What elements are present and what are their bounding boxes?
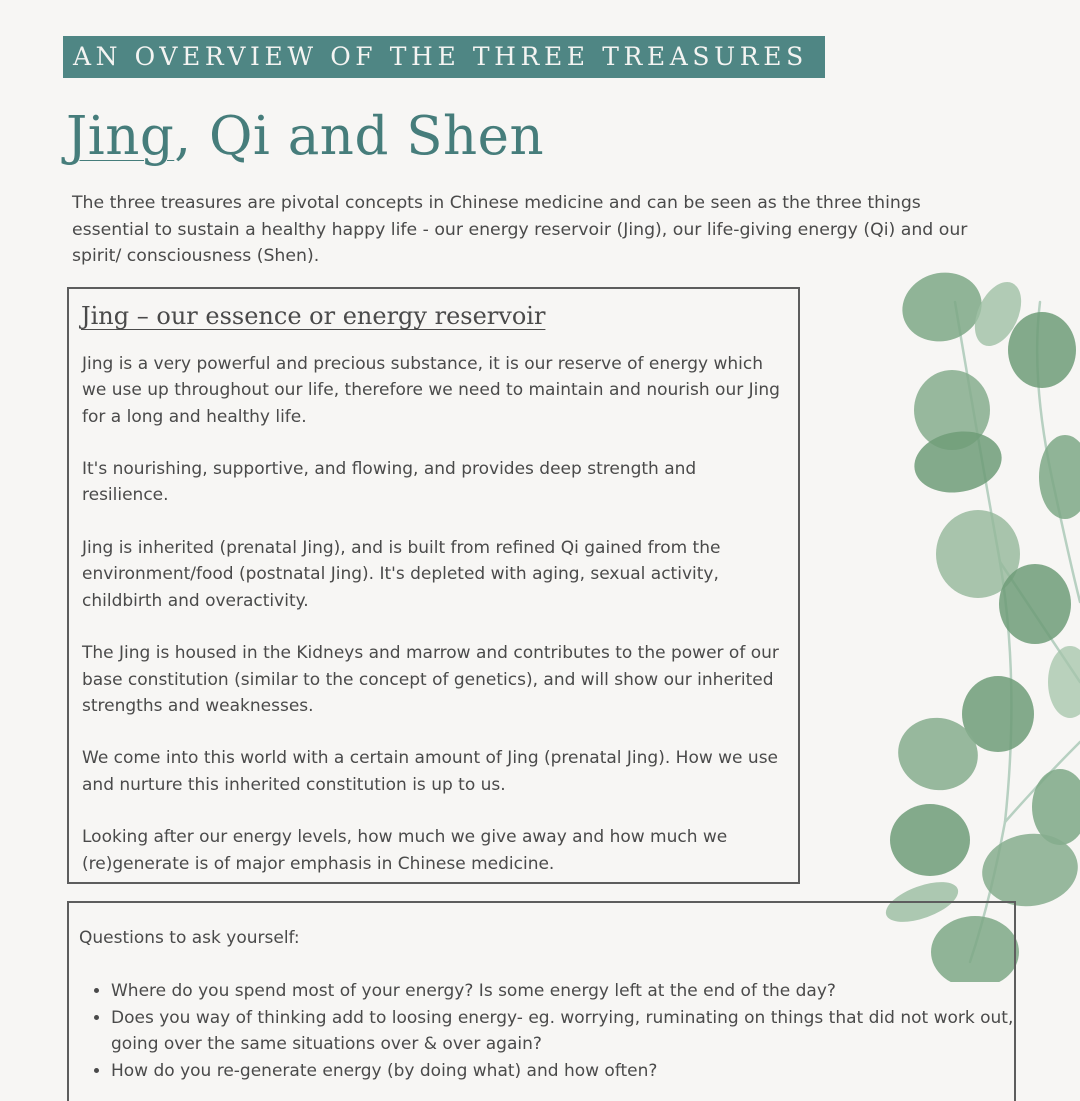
eucalyptus-leaves-decoration <box>880 262 1080 982</box>
question-item: • Where do you spend most of your energy? Is some energy left at the end of the day? <box>111 978 1036 1005</box>
jing-paragraph: We come into this world with a certain amount of Jing (prenatal Jing). How we use and nurture this inherited constitution is up to us. <box>82 748 779 795</box>
jing-paragraph: Jing is inherited (prenatal Jing), and is built from refined Qi gained from the environment/food (postnatal Jing). It's depleted with aging, sexual activity, childbirth and overactivity. <box>82 538 721 611</box>
title-rest: , Qi and Shen <box>174 106 545 167</box>
question-item: • How do you re-generate energy (by doing what) and how often? <box>111 1058 1036 1085</box>
jing-box-heading: Jing – our essence or energy reservoir <box>81 302 546 330</box>
jing-paragraph: It's nourishing, supportive, and flowing, and provides deep strength and resilience. <box>82 459 697 506</box>
page-title <box>66 106 544 167</box>
eucalyptus-leaf-cluster <box>881 264 1080 982</box>
intro-paragraph: The three treasures are pivotal concepts in Chinese medicine and can be seen as the three things essential to sustain a healthy happy life - our energy reservoir (Jing), our life-giving energy (Qi) and our spirit/ consciousness (Shen). <box>72 193 968 266</box>
questions-list <box>79 978 1036 1084</box>
section-banner: AN OVERVIEW OF THE THREE TREASURES <box>63 36 825 78</box>
eucalyptus-stems <box>955 302 1080 962</box>
jing-box-body <box>82 351 787 903</box>
question-item: • Does you way of thinking add to loosing energy- eg. worrying, ruminating on things that did not work out, going over the same situations over & over again? <box>111 1005 1036 1058</box>
jing-paragraph: Jing is a very powerful and precious substance, it is our reserve of energy which we use up throughout our life, therefore we need to maintain and nourish our Jing for a long and healthy life. <box>82 354 780 427</box>
jing-paragraph: The Jing is housed in the Kidneys and marrow and contributes to the power of our base constitution (similar to the concept of genetics), and will show our inherited strengths and weaknesses. <box>82 643 779 716</box>
jing-paragraph: Looking after our energy levels, how much we give away and how much we (re)generate is of major emphasis in Chinese medicine. <box>82 827 728 874</box>
questions-heading: Questions to ask yourself: <box>79 928 300 948</box>
title-jing: Jing <box>66 106 175 167</box>
jing-info-box <box>67 287 800 884</box>
questions-box <box>67 901 1016 1101</box>
